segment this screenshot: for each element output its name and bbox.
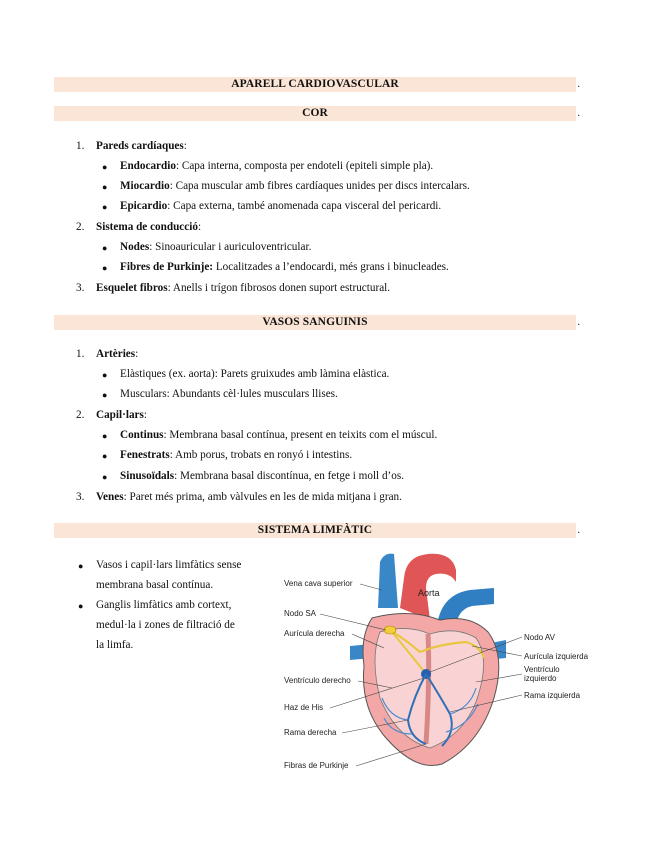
bullet-icon: ● — [102, 451, 108, 461]
section-band-cor — [54, 106, 580, 121]
label-haz-de-his: Haz de His — [284, 703, 324, 712]
label-vena-cava: Vena cava superior — [284, 579, 353, 588]
label-auricula-derecha: Aurícula derecha — [284, 629, 345, 638]
list-number: 3. — [76, 282, 85, 294]
aorta-label: Aorta — [418, 588, 440, 598]
bullet-icon: ● — [102, 162, 108, 172]
list-number: 1. — [76, 140, 85, 152]
list-item: la limfa. — [96, 639, 134, 651]
title-band — [54, 77, 580, 92]
list-item: membrana basal contínua. — [96, 579, 214, 591]
label-nodo-sa: Nodo SA — [284, 609, 317, 618]
band-dot: . — [577, 317, 580, 328]
list-number: 2. — [76, 409, 85, 421]
list-item: Vasos i capil·lars limfàtics sense — [96, 559, 242, 571]
label-ventriculo-izquierdo-1: Ventrículo — [524, 665, 560, 674]
band-dot: . — [577, 525, 580, 536]
bullet-icon: ● — [102, 182, 108, 192]
section-heading-vasos: VASOS SANGUINIS — [262, 316, 368, 328]
list-item: Elàstiques (ex. aorta): Parets gruixudes amb làmina elàstica. — [120, 368, 390, 380]
heart-conduction-diagram — [280, 548, 600, 780]
list-item: Sistema de conducció: — [96, 221, 202, 233]
bullet-icon: ● — [102, 431, 108, 441]
list-item: Artèries: — [96, 348, 139, 360]
list-item: Fenestrats: Amb porus, trobats en ronyó i intestins. — [120, 449, 353, 461]
label-auricula-izquierda: Aurícula izquierda — [524, 652, 589, 661]
list-item: Esquelet fibros: Anells i trígon fibrosos donen suport estructural. — [96, 282, 391, 294]
bullet-icon: ● — [102, 472, 108, 482]
label-fibras-purkinje: Fibras de Purkinje — [284, 761, 349, 770]
label-rama-derecha: Rama derecha — [284, 728, 337, 737]
list-item: Capil·lars: — [96, 409, 147, 421]
list-item: medul·la i zones de filtració de — [96, 619, 235, 631]
list-item: Continus: Membrana basal contínua, present en teixits com el múscul. — [120, 429, 438, 441]
section-heading-cor: COR — [302, 107, 328, 119]
label-ventriculo-derecho: Ventrículo derecho — [284, 676, 351, 685]
list-item: Venes: Paret més prima, amb vàlvules en les de mida mitjana i gran. — [96, 491, 402, 503]
label-rama-izquierda: Rama izquierda — [524, 691, 581, 700]
section-band-vasos — [54, 315, 580, 330]
vena-cava-shape — [378, 554, 398, 608]
label-ventriculo-izquierdo-2: izquierdo — [524, 674, 557, 683]
bullet-icon: ● — [102, 263, 108, 273]
list-number: 1. — [76, 348, 85, 360]
list-item: Ganglis limfàtics amb cortext, — [96, 599, 232, 611]
section-band-limfatic — [54, 523, 580, 538]
section-heading-limfatic: SISTEMA LIMFÀTIC — [257, 524, 373, 536]
list-item: Musculars: Abundants cèl·lules musculars llises. — [120, 388, 338, 400]
list-item: Fibres de Purkinje: Localitzades a l’endocardi, més grans i binucleades. — [120, 261, 449, 273]
list-item: Endocardio: Capa interna, composta per endoteli (epiteli simple pla). — [120, 160, 434, 172]
label-nodo-av: Nodo AV — [524, 633, 555, 642]
bullet-icon: ● — [78, 601, 84, 611]
bullet-icon: ● — [102, 202, 108, 212]
list-number: 2. — [76, 221, 85, 233]
band-dot: . — [577, 108, 580, 119]
bullet-icon: ● — [102, 243, 108, 253]
page-title: APARELL CARDIOVASCULAR — [231, 78, 399, 90]
list-item: Epicardio: Capa externa, també anomenada capa visceral del pericardi. — [120, 200, 442, 212]
bullet-icon: ● — [102, 370, 108, 380]
band-dot: . — [577, 79, 580, 90]
list-number: 3. — [76, 491, 85, 503]
bullet-icon: ● — [102, 390, 108, 400]
list-item: Nodes: Sinoauricular i auriculoventricular. — [120, 241, 312, 253]
list-item: Miocardio: Capa muscular amb fibres cardíaques unides per discs intercalars. — [120, 180, 470, 192]
list-item: Pareds cardíaques: — [96, 140, 187, 152]
list-item: Sinusoïdals: Membrana basal discontínua, en fetge i moll d’os. — [120, 470, 405, 482]
bullet-icon: ● — [78, 561, 84, 571]
